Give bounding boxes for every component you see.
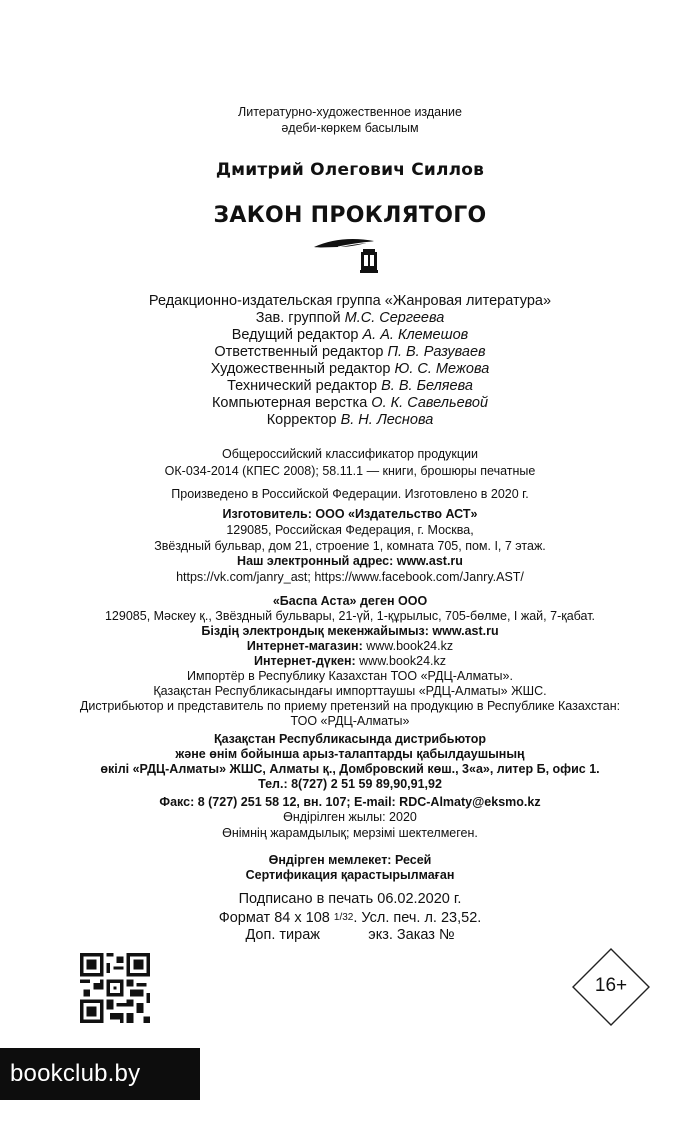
kz-dist-kz-3: өкілі «РДЦ-Алматы» ЖШС, Алматы қ., Домбровский көш., 3«а», литер Б, офис 1. bbox=[100, 762, 600, 776]
editorial-group: Редакционно-издательская группа «Жанровая литература» bbox=[148, 293, 552, 309]
qr-code-icon bbox=[80, 953, 150, 1023]
book-title: ЗАКОН ПРОКЛЯТОГО bbox=[213, 203, 487, 228]
credit-lead-editor: Ведущий редактор А. А. Клемешов bbox=[231, 327, 469, 343]
kz-distributor-1: Дистрибьютор и представитель по приему претензий на продукцию в Республике Казахстан: bbox=[79, 699, 621, 713]
kz-fax-email: Факс: 8 (727) 251 58 12, вн. 107; E-mail: RDC-Almaty@eksmo.kz bbox=[159, 795, 541, 809]
kz-country: Өндірген мемлекет: Ресей bbox=[268, 853, 432, 867]
credit-head: Зав. группой М.С. Сергеева bbox=[255, 310, 445, 326]
kz-shelf-life: Өнімнің жарамдылық; мерзімі шектелмеген. bbox=[222, 826, 478, 840]
classifier-line-2: ОК-034-2014 (КПЕС 2008); 58.11.1 — книги, брошюры печатные bbox=[164, 464, 536, 478]
kz-dist-kz-2: және өнім бойынша арыз-талаптарды қабылдаушының bbox=[175, 747, 525, 761]
credit-proofreader: Корректор В. Н. Леснова bbox=[266, 412, 434, 428]
kz-address: 129085, Мәскеу қ., Звёздный бульвары, 21-үй, 1-құрылыс, 705-бөлме, I жай, 7-қабат. bbox=[104, 609, 596, 623]
kz-company-name: «Баспа Аста» деген ООО bbox=[272, 594, 428, 608]
kz-phone: Тел.: 8(727) 2 51 59 89,90,91,92 bbox=[258, 777, 442, 791]
kz-dist-kz-1: Қазақстан Республикасында дистрибьютор bbox=[213, 732, 487, 746]
production-country: Произведено в Российской Федерации. Изготовлено в 2020 г. bbox=[171, 487, 529, 501]
credit-tech-editor: Технический редактор В. В. Беляева bbox=[227, 378, 473, 394]
manufacturer-label: Изготовитель: ООО «Издательство АСТ» bbox=[222, 507, 478, 521]
kz-certification: Сертификация қарастырылмаған bbox=[245, 868, 455, 882]
print-run: Доп. тираж экз. Заказ № bbox=[245, 927, 455, 943]
edition-type-ru: Литературно-художественное издание bbox=[238, 105, 462, 119]
lantern-quill-emblem-icon bbox=[312, 235, 392, 275]
credit-responsible-editor: Ответственный редактор П. В. Разуваев bbox=[214, 344, 486, 360]
manufacturer-addr-1: 129085, Российская Федерация, г. Москва, bbox=[226, 523, 474, 537]
author-name: Дмитрий Олегович Силлов bbox=[215, 160, 485, 180]
kz-shop-kz: Интернет-дүкен: www.book24.kz bbox=[253, 654, 447, 668]
manufacturer-addr-2: Звёздный бульвар, дом 21, строение 1, комната 705, пом. I, 7 этаж. bbox=[154, 539, 546, 553]
age-rating-badge bbox=[572, 948, 650, 1026]
print-format: Формат 84 x 108 1/32. Усл. печ. л. 23,52. bbox=[218, 910, 482, 926]
kz-shop-ru: Интернет-магазин: www.book24.kz bbox=[246, 639, 454, 653]
credit-art-editor: Художественный редактор Ю. С. Межова bbox=[210, 361, 490, 377]
credit-layout: Компьютерная верстка О. К. Савельевой bbox=[211, 395, 489, 411]
kz-year: Өндірілген жылы: 2020 bbox=[283, 810, 417, 824]
classifier-line-1: Общероссийский классификатор продукции bbox=[221, 447, 479, 461]
social-links: https://vk.com/janry_ast; https://www.facebook.com/Janry.AST/ bbox=[176, 570, 524, 584]
kz-importer-ru: Импортёр в Республику Казахстан ТОО «РДЦ-Алматы». bbox=[187, 669, 513, 683]
age-rating-label: 16+ bbox=[594, 975, 628, 996]
kz-importer-kz: Қазақстан Республикасындағы импорттаушы «РДЦ-Алматы» ЖШС. bbox=[153, 684, 547, 698]
kz-distributor-2: ТОО «РДЦ-Алматы» bbox=[290, 714, 410, 728]
signed-to-print: Подписано в печать 06.02.2020 г. bbox=[238, 891, 462, 907]
watermark-text: bookclub.by bbox=[10, 1060, 141, 1087]
edition-type-kz: әдеби-көркем басылым bbox=[281, 121, 419, 135]
manufacturer-email: Наш электронный адрес: www.ast.ru bbox=[237, 554, 463, 568]
watermark-banner bbox=[0, 1048, 200, 1100]
kz-email: Біздің электрондық мекенжайымыз: www.ast.ru bbox=[201, 624, 499, 638]
